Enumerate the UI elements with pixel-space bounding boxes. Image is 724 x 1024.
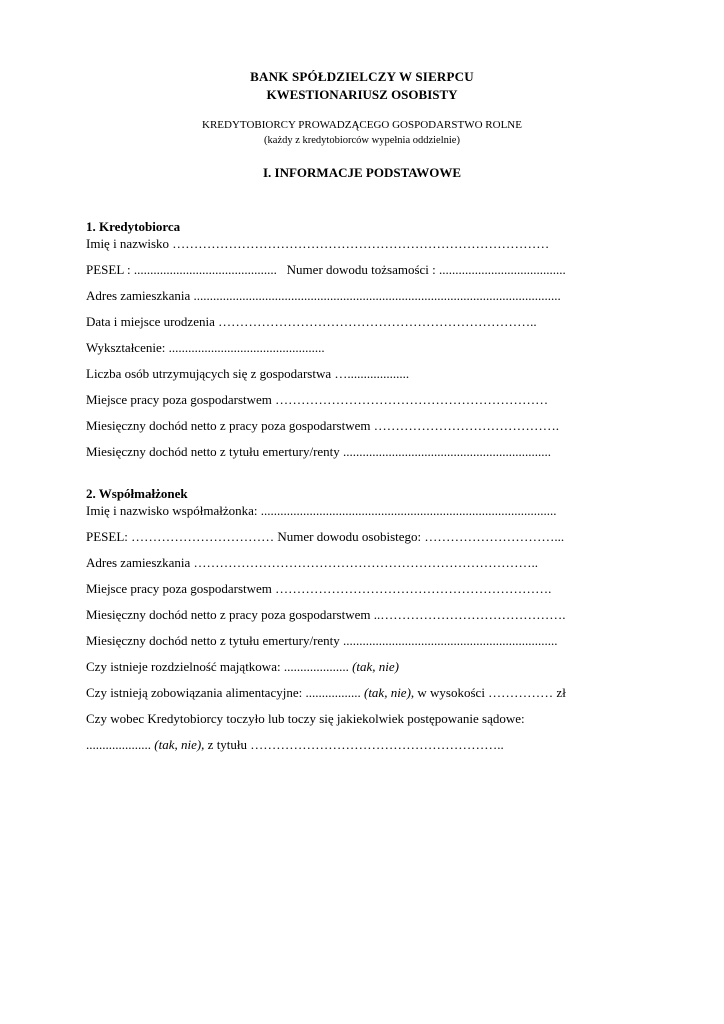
spouse-id-field[interactable]: Numer dowodu osobistego: …………………………... — [277, 529, 565, 544]
borrower-heading: 1. Kredytobiorca — [86, 219, 181, 234]
section-title: I. INFORMACJE PODSTAWOWE — [262, 165, 462, 180]
alimony-field[interactable]: Czy istnieją zobowiązania alimentacyjne: ................. — [86, 685, 361, 700]
borrower-address-field[interactable]: Adres zamieszkania ................................................................................................................. — [86, 288, 561, 303]
spouse-pesel-field[interactable]: PESEL: …………………………… — [86, 529, 275, 544]
spouse-work-field[interactable]: Miejsce pracy poza gospodarstwem ………………………………………………………. — [86, 581, 552, 596]
alimony-row — [86, 685, 626, 701]
bank-name: BANK SPÓŁDZIELCZY W SIERPCU — [250, 69, 474, 84]
alimony-amount-field[interactable]: , w wysokości …………… zł — [410, 685, 566, 700]
document-subtitle: KREDYTOBIORCY PROWADZĄCEGO GOSPODARSTWO ROLNE — [202, 119, 522, 131]
borrower-income-work-field[interactable]: Miesięczny dochód netto z pracy poza gospodarstwem ……………………………………. — [86, 418, 559, 433]
borrower-household-field[interactable]: Liczba osób utrzymujących się z gospodarstwa …................... — [86, 366, 410, 381]
spouse-heading: 2. Współmałżonek — [86, 486, 188, 501]
borrower-id-row — [86, 262, 626, 278]
borrower-pesel-field[interactable]: PESEL : ............................................ — [86, 262, 277, 277]
spouse-address-field[interactable]: Adres zamieszkania …………………………………………………………………….. — [86, 555, 539, 570]
document-title: KWESTIONARIUSZ OSOBISTY — [266, 87, 458, 102]
borrower-id-field[interactable]: Numer dowodu tożsamości : ....................................... — [286, 262, 566, 277]
spouse-income-work-field[interactable]: Miesięczny dochód netto z pracy poza gospodarstwem ..……………………………………. — [86, 607, 566, 622]
alimony-options: (tak, nie) — [363, 685, 411, 700]
court-field[interactable]: .................... — [86, 737, 151, 752]
separation-field[interactable]: Czy istnieje rozdzielność majątkowa: .................... — [86, 659, 349, 674]
spouse-name-field[interactable]: Imię i nazwisko współmałżonka: ........................................................................................... — [86, 503, 557, 518]
borrower-name-field[interactable]: Imię i nazwisko …………………………………………………………………………… — [86, 236, 550, 251]
separation-options: (tak, nie) — [352, 659, 399, 674]
fill-note: (każdy z kredytobiorców wypełnia oddzielnie) — [264, 135, 460, 146]
borrower-work-field[interactable]: Miejsce pracy poza gospodarstwem ……………………………………………………… — [86, 392, 549, 407]
separation-row — [86, 659, 626, 675]
borrower-birth-field[interactable]: Data i miejsce urodzenia ……………………………………………………………….. — [86, 314, 537, 329]
borrower-income-pension-field[interactable]: Miesięczny dochód netto z tytułu emertury/renty ................................................................ — [86, 444, 552, 459]
borrower-education-field[interactable]: Wykształcenie: ................................................ — [86, 340, 325, 355]
court-row — [86, 737, 626, 753]
court-question: Czy wobec Kredytobiorcy toczyło lub toczy się jakiekolwiek postępowanie sądowe: — [86, 711, 525, 726]
spouse-id-row — [86, 529, 626, 545]
court-title-field[interactable]: z tytułu ………………………………………………….. — [204, 737, 504, 752]
court-options: (tak, nie), — [154, 737, 205, 752]
spouse-income-pension-field[interactable]: Miesięczny dochód netto z tytułu emertury/renty .................................................................. — [86, 633, 558, 648]
